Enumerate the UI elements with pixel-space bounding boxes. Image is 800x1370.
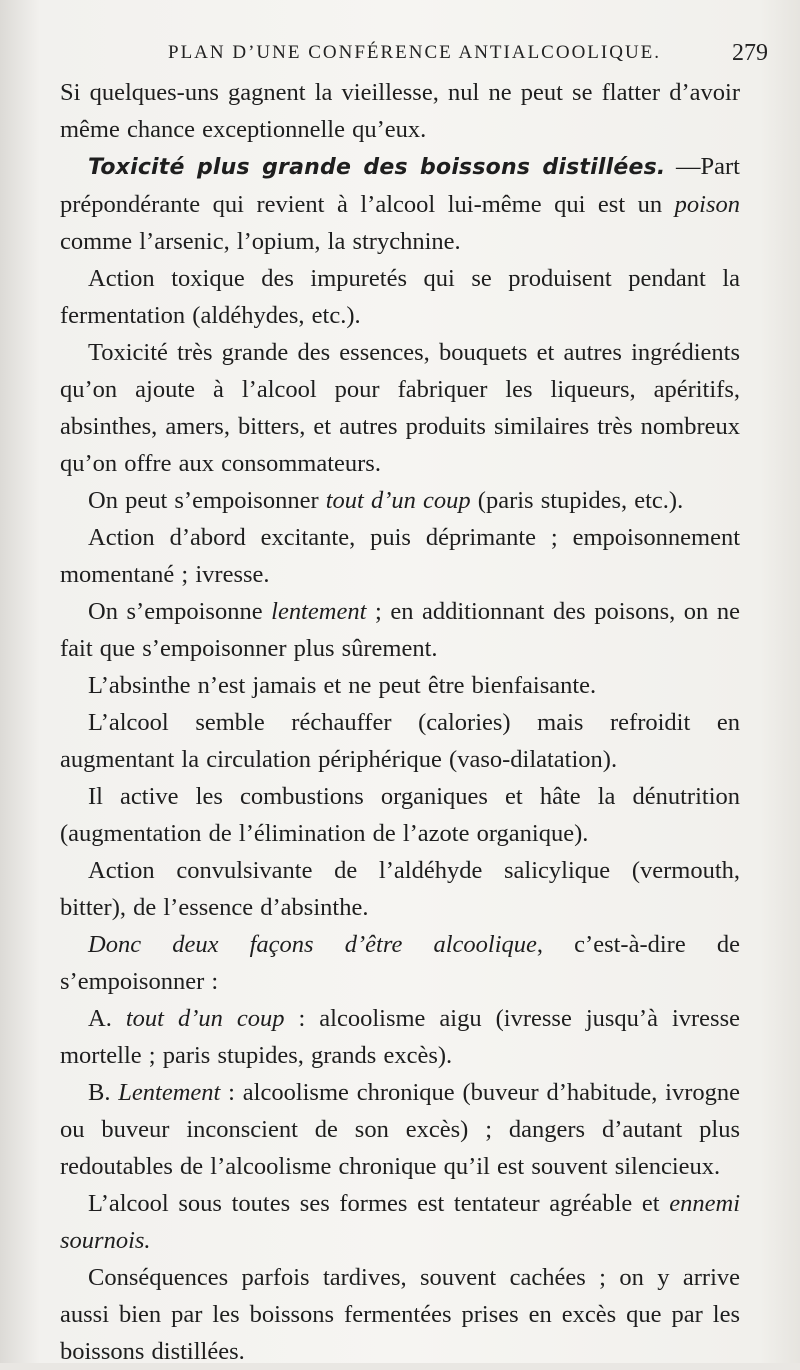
paragraph [60,334,740,482]
text-run: comme l’arsenic, l’opium, la strychnine. [60,228,461,255]
paragraph [60,482,740,519]
list-marker: B. [88,1079,119,1106]
paragraph [60,778,740,852]
italic-run: poison [674,191,740,218]
italic-run: Donc deux façons d’être alcoolique [88,931,537,958]
section-heading: Toxicité plus grande des boissons distillées. [88,155,666,180]
running-title: PLAN D’UNE CONFÉRENCE ANTIALCOOLIQUE. [168,42,662,63]
paragraph [60,593,740,667]
paragraph [60,74,740,148]
paragraph [60,926,740,1000]
text-run: On peut s’empoisonner [88,487,326,514]
list-item-b [60,1074,740,1185]
paragraph [60,667,740,704]
text-run: Action toxique des impuretés qui se produisent pendant la fermentation (aldéhydes, etc.). [60,265,740,329]
list-item-a [60,1000,740,1074]
text-run: , c’est-à-dire de s’empoisonner : [60,931,740,995]
text-run: Il active les combustions organiques et hâte la dénutrition (augmentation de l’élimination de l’azote organique). [60,783,740,847]
text-run: L’absinthe n’est jamais et ne peut être bienfaisante. [88,672,597,699]
paragraph [60,852,740,926]
text-run: L’alcool semble réchauffer (calories) mais refroidit en augmentant la circulation périphérique (vaso-dilatation). [60,709,740,773]
page-number: 279 [732,40,768,66]
text-run: —Part prépondérante qui revient à l’alcool lui-même qui est un [60,153,740,218]
italic-run: lentement [271,598,367,625]
section-heading-paragraph [60,148,740,260]
text-run: (paris stupides, etc.). [470,487,684,514]
text-run: On s’empoisonne [88,598,272,625]
paragraph [60,1259,740,1370]
italic-run: tout d’un coup [325,487,471,514]
italic-run: tout d’un coup [125,1005,285,1032]
text-run: L’alcool sous toutes ses formes est tentateur agréable et [88,1190,670,1217]
page-header [0,40,800,74]
italic-run: ennemi sournois. [60,1190,740,1254]
paragraph [60,1185,740,1259]
text-run: Toxicité très grande des essences, bouquets et autres ingrédients qu’on ajoute à l’alcool pour fabriquer les liqueurs, apéritifs, absinthes, amers, bitters, et autres produits similaires très nombreux qu’on offre aux consommateurs. [60,339,740,477]
text-run: Action convulsivante de l’aldéhyde salicylique (vermouth, bitter), de l’essence d’absinthe. [60,857,740,921]
text-run: : alcoolisme chronique (buveur d’habitude, ivrogne ou buveur inconscient de son excès) ; dangers d’autant plus redoutables de l’alcoolisme chronique qu’il est souvent silencieux. [60,1079,740,1180]
text-run: Conséquences parfois tardives, souvent cachées ; on y arrive aussi bien par les boissons fermentées prises en excès que par les boissons distillées. [60,1264,740,1365]
paragraph [60,519,740,593]
text-run: Action d’abord excitante, puis déprimante ; empoisonnement momentané ; ivresse. [60,524,740,588]
body-text [60,74,740,1370]
text-run: ; en additionnant des poisons, on ne fait que s’empoisonner plus sûrement. [60,598,740,662]
italic-run: Lentement [118,1079,221,1106]
paragraph [60,260,740,334]
text-run: Si quelques-uns gagnent la vieillesse, nul ne peut se flatter d’avoir même chance exceptionnelle qu’eux. [60,79,740,143]
list-marker: A. [88,1005,126,1032]
paragraph [60,704,740,778]
text-run: : alcoolisme aigu (ivresse jusqu’à ivresse mortelle ; paris stupides, grands excès). [60,1005,740,1069]
